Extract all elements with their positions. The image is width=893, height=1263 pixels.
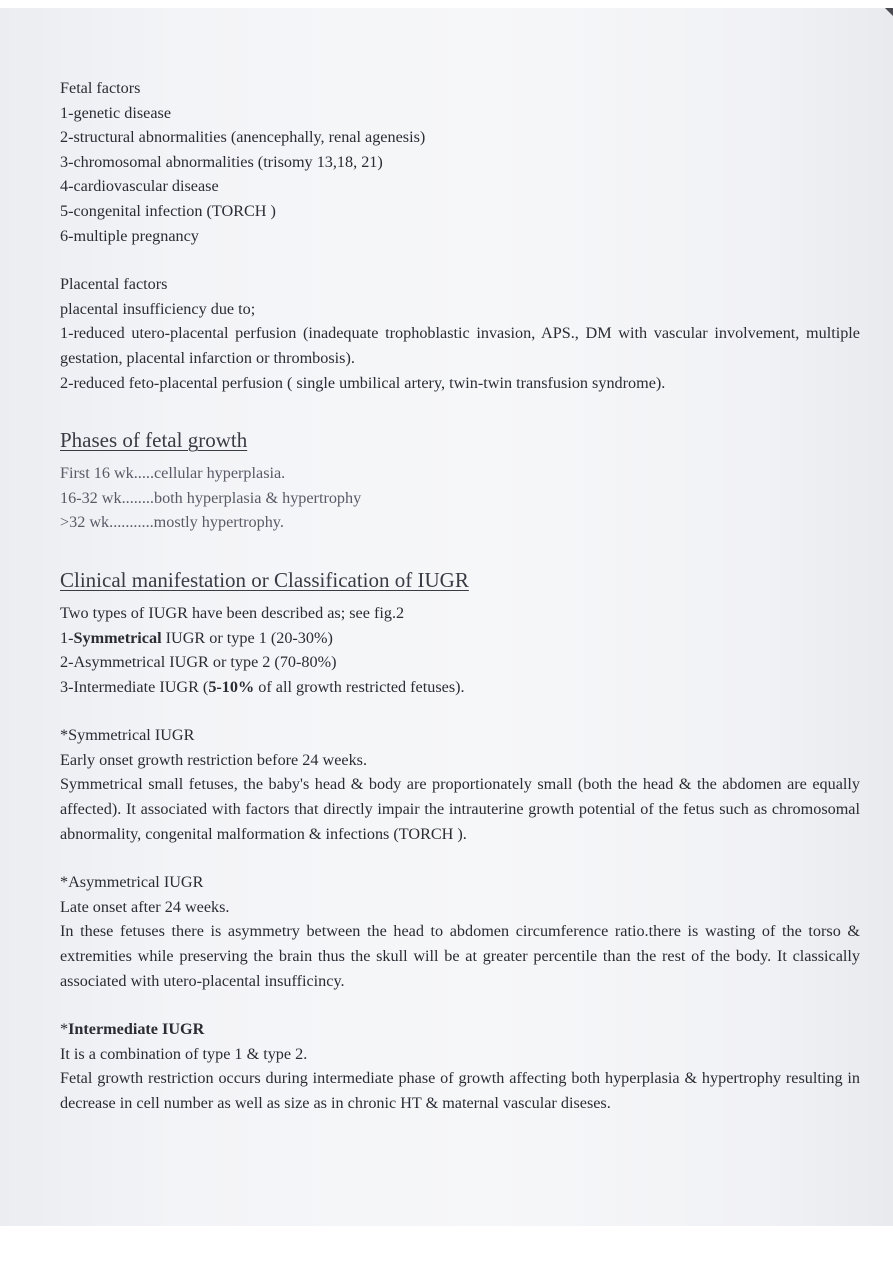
placental-factors-heading: Placental factors: [60, 275, 168, 294]
document-body: [60, 76, 860, 1116]
placental-item-2: 2-reduced feto-placental perfusion ( single umbilical artery, twin-twin transfusion syndrome).: [60, 373, 666, 392]
clinical-type-3: [60, 675, 860, 700]
fetal-factor-item: 5-congenital infection (TORCH ): [60, 201, 276, 220]
asymmetrical-onset-prefix: Late onset: [60, 897, 132, 916]
fetal-factor-item: 2-structural abnormalities (anencephally, renal agenesis): [60, 128, 426, 147]
page-corner-mark: [885, 8, 893, 16]
type1-bold: Symmetrical: [73, 628, 162, 647]
phases-section: [60, 425, 860, 535]
symmetrical-onset: [60, 748, 860, 773]
symmetrical-section: [60, 723, 860, 846]
intermediate-section: [60, 1017, 860, 1115]
placental-item-1: 1-reduced utero-placental perfusion (inadequate trophoblastic invasion, APS., DM with vascular involvement, multiple gestation, placental infarction or thrombosis).: [60, 324, 860, 367]
asymmetrical-onset-suffix: .: [225, 897, 230, 916]
placental-intro: placental insufficiency due to;: [60, 299, 256, 318]
asymmetrical-heading: *Asymmetrical IUGR: [60, 873, 204, 892]
fetal-factor-item: 6-multiple pregnancy: [60, 226, 199, 245]
phase-item: >32 wk...........mostly hypertrophy.: [60, 513, 284, 532]
symmetrical-onset-prefix: Early onset growth restriction: [60, 750, 257, 769]
clinical-type-2: 2-Asymmetrical IUGR or type 2 (70-80%): [60, 653, 337, 672]
placental-factors-section: [60, 272, 860, 395]
phase-item: First 16 wk.....cellular hyperplasia.: [60, 464, 286, 483]
fetal-factors-heading: Fetal factors: [60, 79, 141, 97]
symmetrical-description: Symmetrical small fetuses, the baby's head & body are proportionately small (both the head & the abdomen are equally affected). It associated with factors that directly impair the intrauterine growth potential of the fetus such as chromosomal abnormality, congenital malformation & infections (TORCH ).: [60, 775, 860, 843]
document-page: [0, 8, 893, 1226]
symmetrical-onset-bold: before 24 weeks: [256, 750, 363, 769]
type3-rest: of all growth restricted fetuses).: [254, 677, 465, 696]
fetal-factor-item: 1-genetic disease: [60, 103, 172, 122]
type3-bold: 5-10%: [208, 677, 255, 696]
clinical-title: Clinical manifestation or Classification of IUGR: [60, 567, 469, 592]
type3-prefix: 3-Intermediate IUGR (: [60, 677, 209, 696]
phases-title: Phases of fetal growth: [60, 428, 248, 453]
type1-rest: IUGR or type 1 (20-30%): [161, 628, 333, 647]
fetal-factors-section: [60, 76, 860, 248]
intermediate-heading-prefix: *: [60, 1020, 69, 1039]
asymmetrical-description: In these fetuses there is asymmetry between the head to abdomen circumference ratio.there is wasting of the torso & extremities while preserving the brain thus the skull will be at greater percentile than the rest of the body. It classically associated with utero-placental insufficincy.: [60, 922, 860, 990]
asymmetrical-onset: [60, 895, 860, 920]
intermediate-heading: [60, 1017, 860, 1042]
clinical-section: [60, 565, 860, 699]
type1-prefix: 1-: [60, 628, 74, 647]
clinical-intro: Two types of IUGR have been described as; see fig.2: [60, 603, 405, 622]
clinical-type-1: [60, 626, 860, 651]
symmetrical-heading: *Symmetrical IUGR: [60, 726, 195, 745]
asymmetrical-onset-bold: after 24 weeks: [131, 897, 226, 916]
phase-item: 16-32 wk........both hyperplasia & hypertrophy: [60, 488, 362, 507]
fetal-factor-item: 3-chromosomal abnormalities (trisomy 13,18, 21): [60, 152, 383, 171]
intermediate-combo: It is a combination of type 1 & type 2.: [60, 1044, 308, 1063]
symmetrical-onset-suffix: .: [362, 750, 368, 769]
asymmetrical-section: [60, 870, 860, 993]
intermediate-heading-bold: Intermediate IUGR: [68, 1020, 205, 1039]
intermediate-description: Fetal growth restriction occurs during intermediate phase of growth affecting both hyperplasia & hypertrophy resulting in decrease in cell number as well as size as in chronic HT & maternal vascular diseses.: [60, 1069, 860, 1112]
fetal-factor-item: 4-cardiovascular disease: [60, 177, 219, 196]
